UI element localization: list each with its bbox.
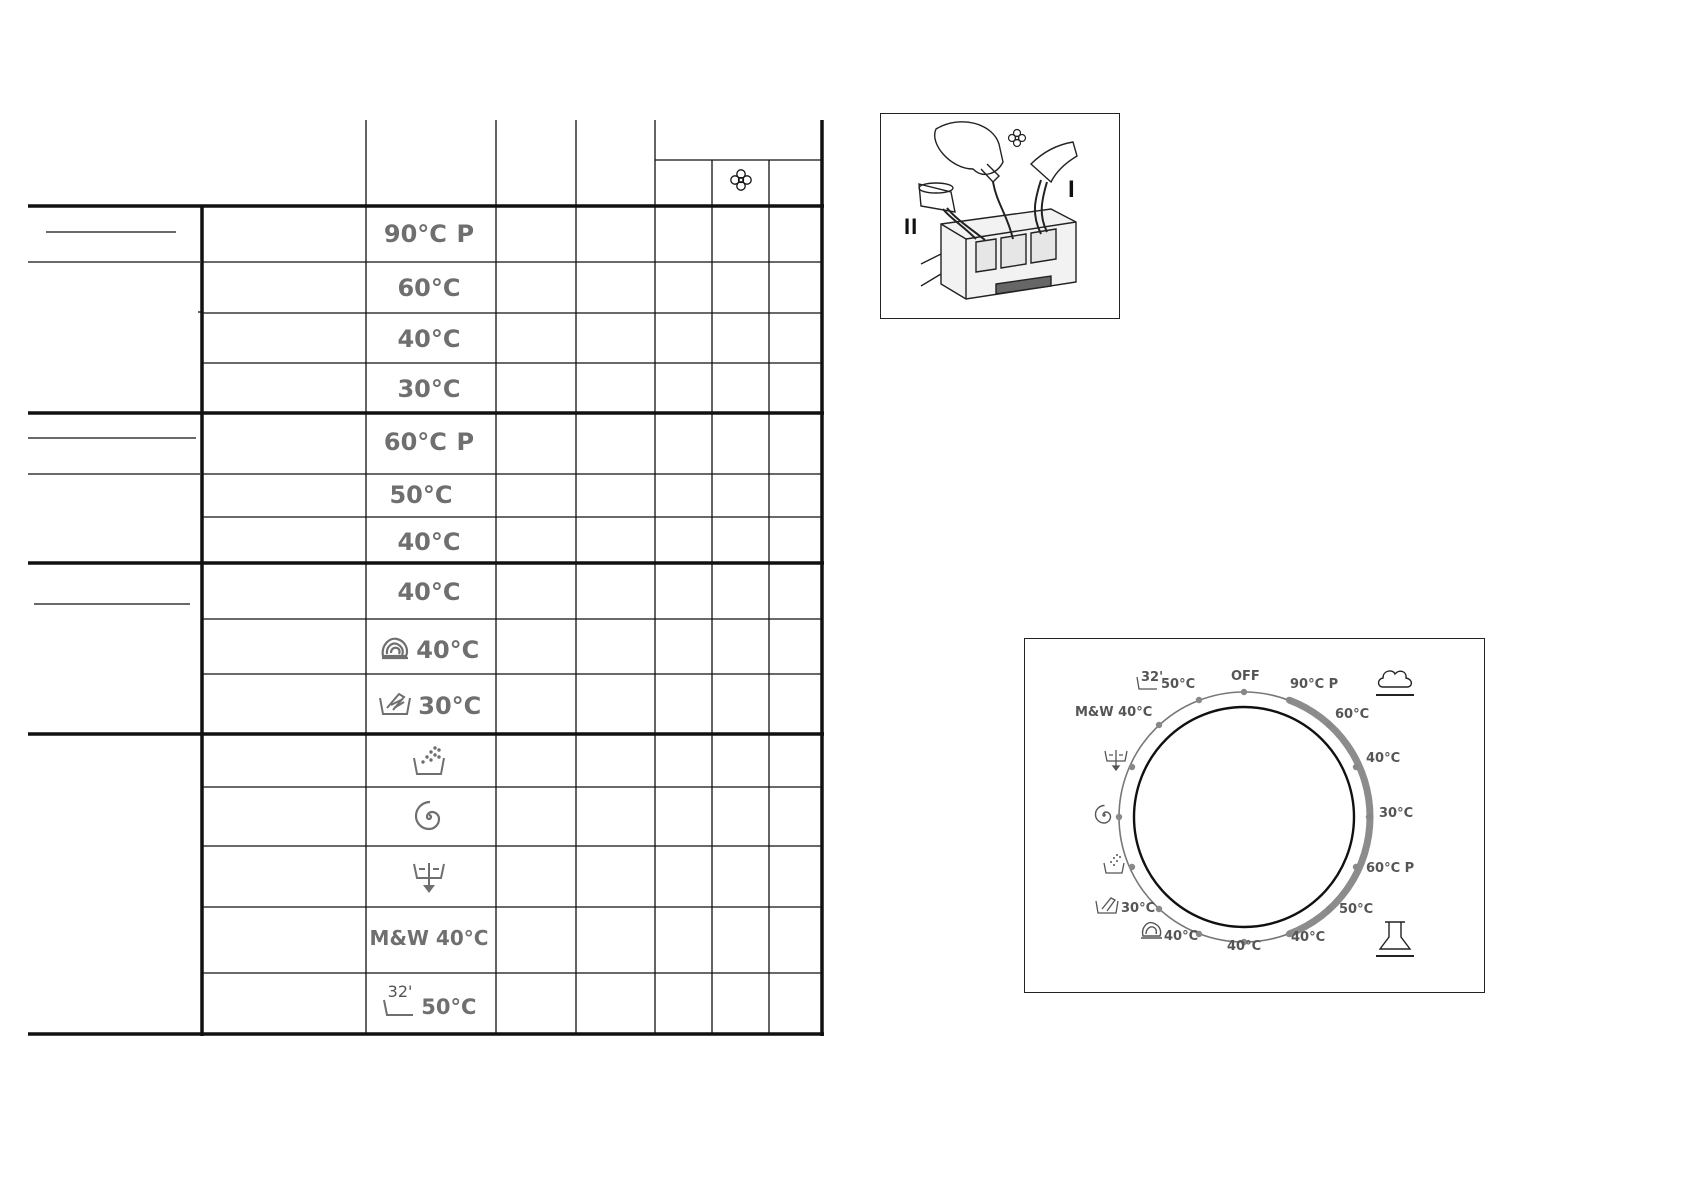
program-label: 50°C: [389, 481, 453, 509]
synthetic-icon: [1376, 922, 1414, 956]
prewash-p-badge: P: [456, 428, 475, 456]
program-cell-spin: [348, 800, 510, 838]
program-label: 40°C: [397, 528, 461, 556]
quick-32-icon: 32': [382, 986, 416, 1018]
program-cell-30: [348, 375, 510, 403]
dial-label-60p: 60°C P: [1366, 861, 1415, 876]
flower-icon: [729, 168, 753, 192]
program-cell-mw: [348, 926, 510, 950]
prewash-p-badge: P: [456, 220, 475, 248]
dial-label-quick-50: 50°C: [1161, 677, 1196, 692]
program-label: M&W 40°C: [369, 926, 489, 950]
compartment-label-II: II: [904, 214, 919, 239]
program-cell-50: [340, 481, 502, 509]
dial-label-30: 30°C: [1379, 806, 1414, 821]
dispenser-illustration: [880, 113, 1120, 319]
program-label: 50°C: [421, 995, 477, 1019]
program-cell-rinse: [348, 744, 510, 782]
dial-label-mw-40: M&W 40°C: [1075, 705, 1153, 720]
program-label: 30°C: [418, 692, 482, 720]
program-cell-drain: [348, 860, 510, 900]
dial-label-40: 40°C: [1366, 751, 1401, 766]
program-cell-40: [348, 325, 510, 353]
program-label: 30°C: [397, 375, 461, 403]
hand-wash-icon: [1096, 898, 1118, 913]
drain-icon: [1105, 750, 1127, 770]
program-table: [0, 0, 830, 1050]
hand-wash-icon: [377, 688, 413, 718]
cotton-icon: [1376, 671, 1414, 695]
program-label: 60°C: [397, 274, 461, 302]
dial-label-hand-30: 30°C: [1121, 901, 1156, 916]
program-cell-40b: [348, 528, 510, 556]
rinse-icon: [411, 744, 447, 778]
program-label: 40°C: [397, 325, 461, 353]
dial-label-50: 50°C: [1339, 902, 1374, 917]
program-cell-handwash: [348, 688, 510, 720]
program-cell-90: [348, 220, 510, 248]
dial-label-wool-40: 40°C: [1164, 929, 1199, 944]
program-column: [348, 0, 510, 1050]
drain-icon: [411, 860, 447, 896]
dial-label-90: 90°C P: [1290, 677, 1339, 692]
program-cell-wool: [348, 634, 510, 664]
rinse-icon: [1104, 854, 1124, 873]
dial-label-60: 60°C: [1335, 707, 1370, 722]
spin-icon: [1096, 806, 1111, 824]
program-label: 90°C: [383, 220, 447, 248]
dial-label-quick-time: 32': [1141, 670, 1164, 685]
program-dial-panel: [1024, 638, 1485, 993]
wool-icon: [1141, 923, 1162, 938]
program-label: 60°C: [383, 428, 447, 456]
program-cell-40c: [348, 578, 510, 606]
wool-icon: [379, 634, 411, 664]
dial-label-40b: 40°C: [1291, 930, 1326, 945]
compartment-label-I: I: [1068, 176, 1075, 203]
flower-icon: [1009, 130, 1026, 147]
spin-icon: [412, 800, 446, 834]
program-cell-quick: [348, 982, 510, 1019]
program-label: 40°C: [416, 636, 480, 664]
dial-label-off: OFF: [1231, 669, 1260, 684]
program-cell-60p: [348, 428, 510, 456]
program-cell-60: [348, 274, 510, 302]
dial-label-40c: 40°C: [1227, 939, 1262, 954]
program-label: 40°C: [397, 578, 461, 606]
